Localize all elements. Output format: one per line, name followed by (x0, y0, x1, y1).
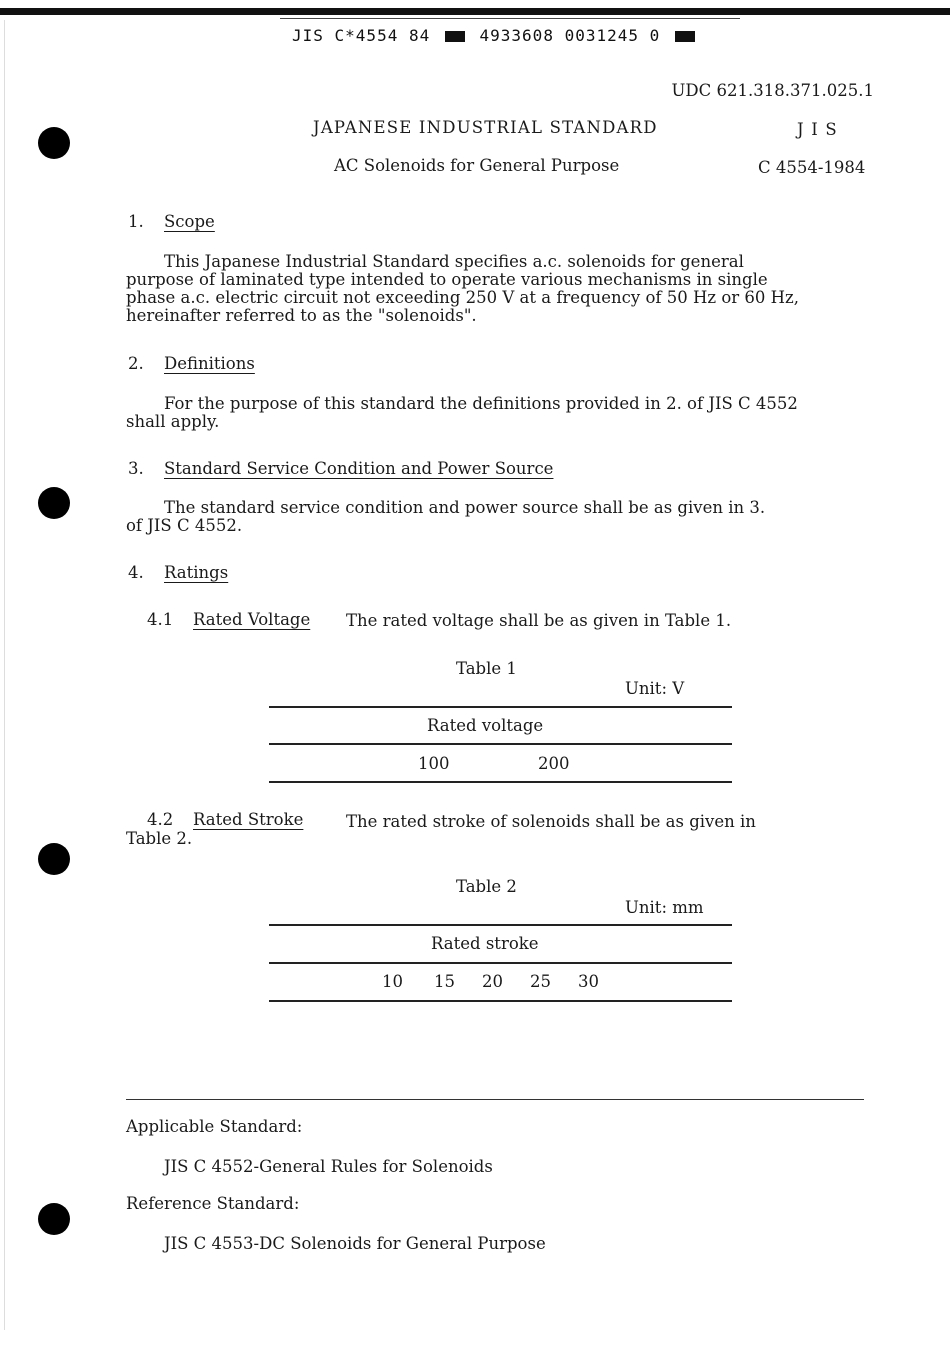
definitions-paragraph (126, 395, 878, 431)
org-name: JAPANESE INDUSTRIAL STANDARD (313, 118, 658, 137)
scan-top-border (0, 8, 950, 15)
table2-value: 30 (578, 972, 599, 991)
rated-stroke-text: The rated stroke of solenoids shall be as given in (346, 812, 756, 831)
subsection-title-rated-voltage: Rated Voltage (193, 610, 311, 629)
table2-value: 10 (382, 972, 403, 991)
section-number: 4. (128, 563, 144, 582)
document-title: AC Solenoids for General Purpose (334, 156, 620, 175)
table1-header-rule (269, 743, 732, 745)
table2-top-rule (269, 924, 732, 926)
section-title-scope: Scope (164, 212, 215, 231)
table2-value: 15 (434, 972, 455, 991)
paragraph-line: purpose of laminated type intended to operate various mechanisms in single (126, 270, 768, 289)
rated-stroke-text-cont: Table 2. (126, 829, 193, 848)
table1-caption: Table 1 (456, 659, 517, 678)
table2-header: Rated stroke (431, 934, 539, 953)
code-part-b: 4933608 0031245 0 (479, 26, 661, 45)
paragraph-line: of JIS C 4552. (126, 516, 243, 535)
section-title-service-condition: Standard Service Condition and Power Source (164, 459, 554, 478)
punch-hole-icon (38, 843, 70, 875)
punch-hole-icon (38, 127, 70, 159)
paragraph-line: shall apply. (126, 412, 220, 431)
punch-hole-icon (38, 487, 70, 519)
rated-voltage-text: The rated voltage shall be as given in Table 1. (346, 611, 732, 630)
subsection-number: 4.1 (147, 610, 174, 629)
table1-value: 200 (538, 754, 570, 773)
footer-divider (126, 1099, 864, 1100)
scan-margin-line (4, 20, 5, 1330)
table2-value: 20 (482, 972, 503, 991)
section-title-ratings: Ratings (164, 563, 229, 582)
subsection-title-rated-stroke: Rated Stroke (193, 810, 304, 829)
table1-bottom-rule (269, 781, 732, 783)
paragraph-line: The standard service condition and power source shall be as given in 3. (164, 498, 766, 517)
header-rule (280, 18, 740, 19)
section-number: 3. (128, 459, 144, 478)
paragraph-line: phase a.c. electric circuit not exceeding 250 V at a frequency of 50 Hz or 60 Hz, (126, 288, 799, 307)
section-title-definitions: Definitions (164, 354, 255, 373)
redaction-block-icon (445, 31, 465, 42)
service-condition-paragraph (126, 499, 878, 535)
applicable-standard-label: Applicable Standard: (126, 1117, 303, 1136)
udc-number: UDC 621.318.371.025.1 (671, 81, 874, 100)
paragraph-line: This Japanese Industrial Standard specifies a.c. solenoids for general (164, 252, 744, 271)
paragraph-line: For the purpose of this standard the definitions provided in 2. of JIS C 4552 (164, 394, 798, 413)
table2-header-rule (269, 962, 732, 964)
document-number: C 4554-1984 (758, 158, 866, 177)
applicable-standard: JIS C 4552-General Rules for Solenoids (164, 1157, 493, 1176)
code-part-a: JIS C*4554 84 (292, 26, 431, 45)
table1-top-rule (269, 706, 732, 708)
subsection-number: 4.2 (147, 810, 174, 829)
table2-unit: Unit: mm (625, 898, 704, 917)
jis-mark: J I S (797, 120, 838, 139)
section-number: 2. (128, 354, 144, 373)
reference-standard-label: Reference Standard: (126, 1194, 300, 1213)
table1-value: 100 (418, 754, 450, 773)
scope-paragraph (126, 253, 878, 325)
redaction-block-icon (675, 31, 695, 42)
section-number: 1. (128, 212, 144, 231)
table1-unit: Unit: V (625, 679, 685, 698)
table1-header: Rated voltage (427, 716, 544, 735)
table2-caption: Table 2 (456, 877, 517, 896)
reference-standard: JIS C 4553-DC Solenoids for General Purpose (164, 1234, 546, 1253)
table2-bottom-rule (269, 1000, 732, 1002)
document-code-header (292, 26, 699, 45)
paragraph-line: hereinafter referred to as the "solenoids". (126, 306, 477, 325)
punch-hole-icon (38, 1203, 70, 1235)
table2-value: 25 (530, 972, 551, 991)
